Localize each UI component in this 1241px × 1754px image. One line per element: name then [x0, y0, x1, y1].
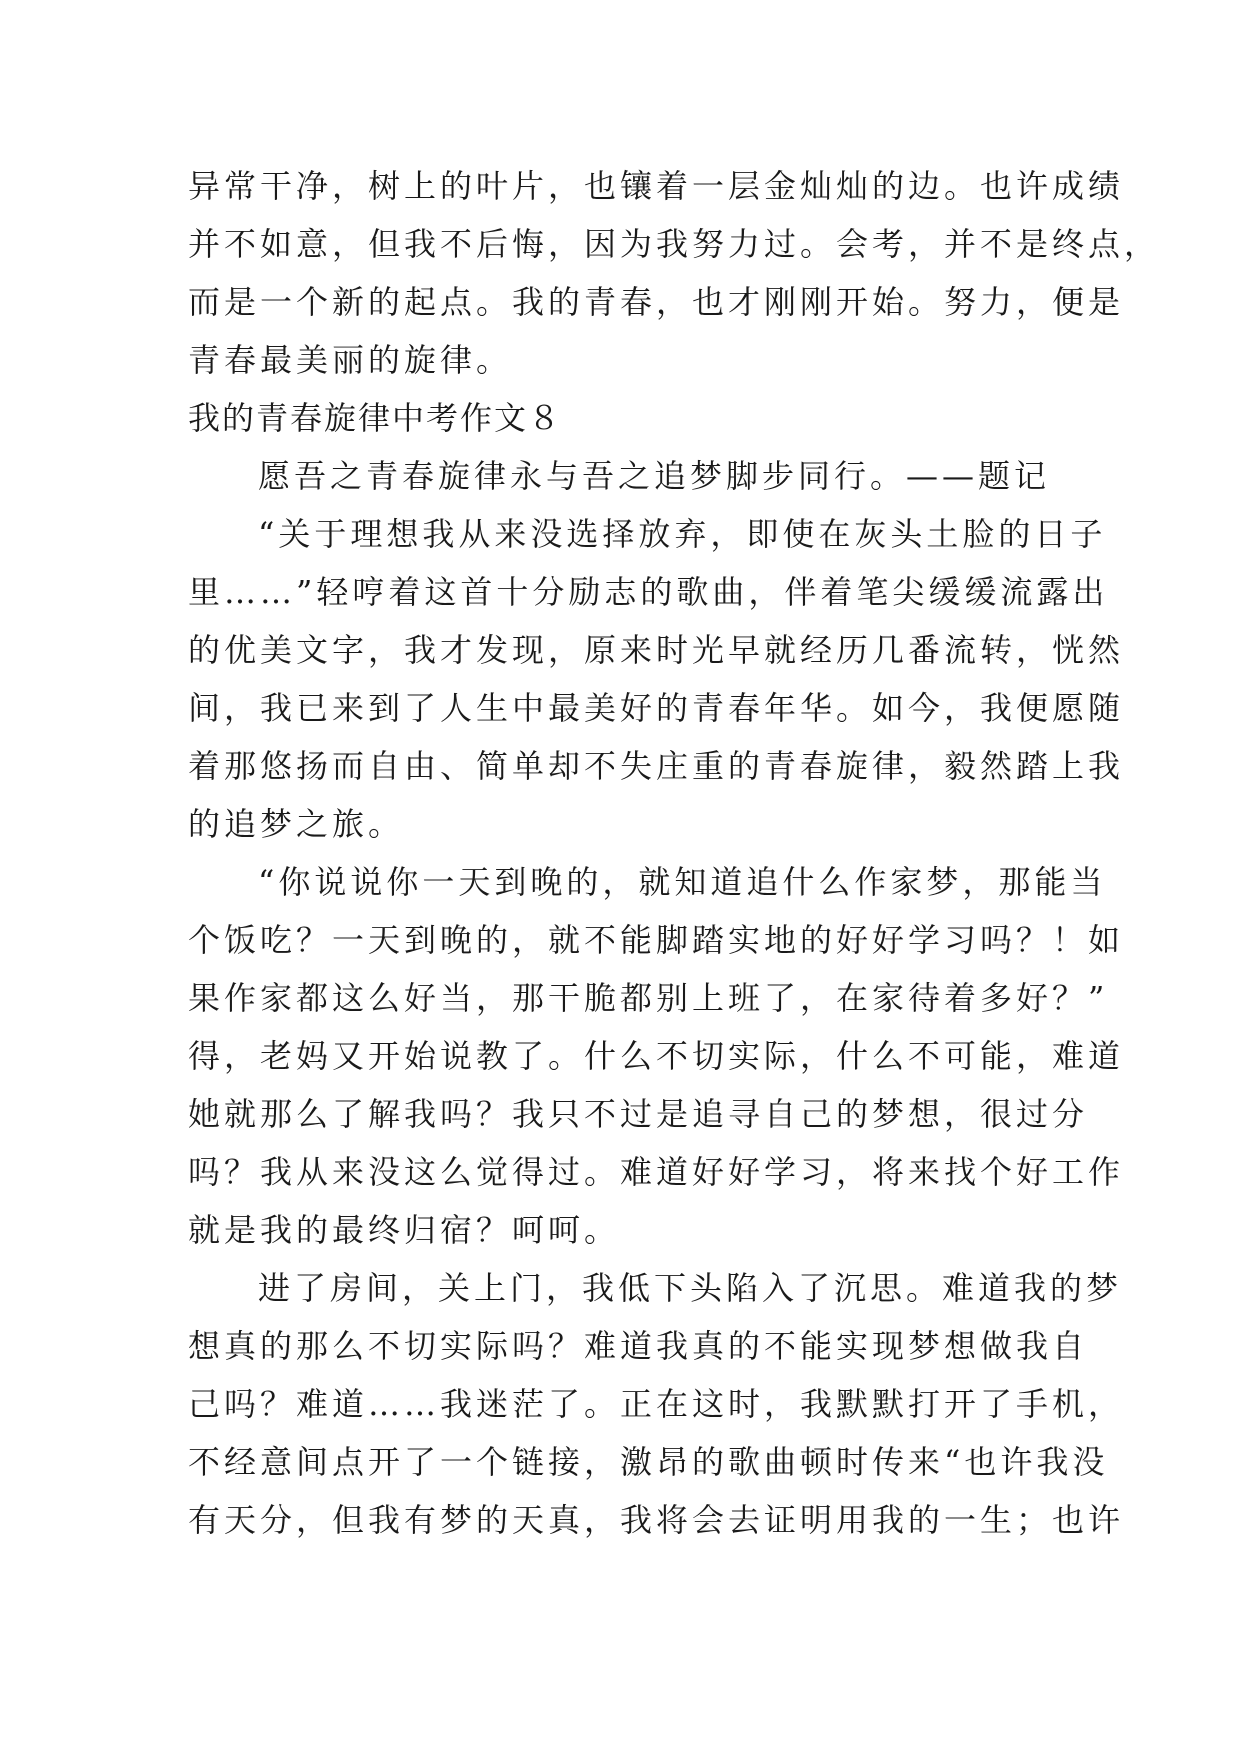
- text-line: 得，老妈又开始说教了。什么不切实际，什么不可能，难道: [188, 1037, 1125, 1075]
- text-line: 果作家都这么好当，那干脆都别上班了，在家待着多好？”: [188, 979, 1109, 1017]
- text-line: 吗？我从来没这么觉得过。难道好好学习，将来找个好工作: [188, 1153, 1125, 1191]
- text-line: 己吗？难道……我迷茫了。正在这时，我默默打开了手机，: [188, 1385, 1125, 1423]
- epigraph: 愿吾之青春旋律永与吾之追梦脚步同行。——题记: [258, 457, 1051, 495]
- text-line: 个饭吃？一天到晚的，就不能脚踏实地的好好学习吗？！如: [188, 921, 1125, 959]
- text-line: 异常干净，树上的叶片，也镶着一层金灿灿的边。也许成绩: [188, 167, 1125, 205]
- text-line: 有天分，但我有梦的天真，我将会去证明用我的一生；也许: [188, 1501, 1125, 1539]
- essay-body: [188, 157, 1161, 1549]
- text-line: “关于理想我从来没选择放弃，即使在灰头土脸的日子: [258, 515, 1107, 553]
- text-line: 进了房间，关上门，我低下头陷入了沉思。难道我的梦: [258, 1269, 1123, 1307]
- text-line: 里……”轻哼着这首十分励志的歌曲，伴着笔尖缓缓流露出: [188, 573, 1109, 611]
- text-line: 并不如意，但我不后悔，因为我努力过。会考，并不是终点，: [188, 225, 1161, 263]
- text-line: 间，我已来到了人生中最美好的青春年华。如今，我便愿随: [188, 689, 1125, 727]
- text-line: 的优美文字，我才发现，原来时光早就经历几番流转，恍然: [188, 631, 1125, 669]
- essay-title: 我的青春旋律中考作文８: [188, 399, 563, 437]
- text-line: “你说说你一天到晚的，就知道追什么作家梦，那能当: [258, 863, 1107, 901]
- text-line: 就是我的最终归宿？呵呵。: [188, 1211, 621, 1249]
- text-line: 着那悠扬而自由、简单却不失庄重的青春旋律，毅然踏上我: [188, 747, 1125, 785]
- text-line: 想真的那么不切实际吗？难道我真的不能实现梦想做我自: [188, 1327, 1089, 1365]
- text-line: 她就那么了解我吗？我只不过是追寻自己的梦想，很过分: [188, 1095, 1089, 1133]
- text-line: 青春最美丽的旋律。: [188, 341, 513, 379]
- text-line: 的追梦之旅。: [188, 805, 405, 843]
- text-line: 不经意间点开了一个链接，激昂的歌曲顿时传来“也许我没: [188, 1443, 1109, 1481]
- text-line: 而是一个新的起点。我的青春，也才刚刚开始。努力，便是: [188, 283, 1125, 321]
